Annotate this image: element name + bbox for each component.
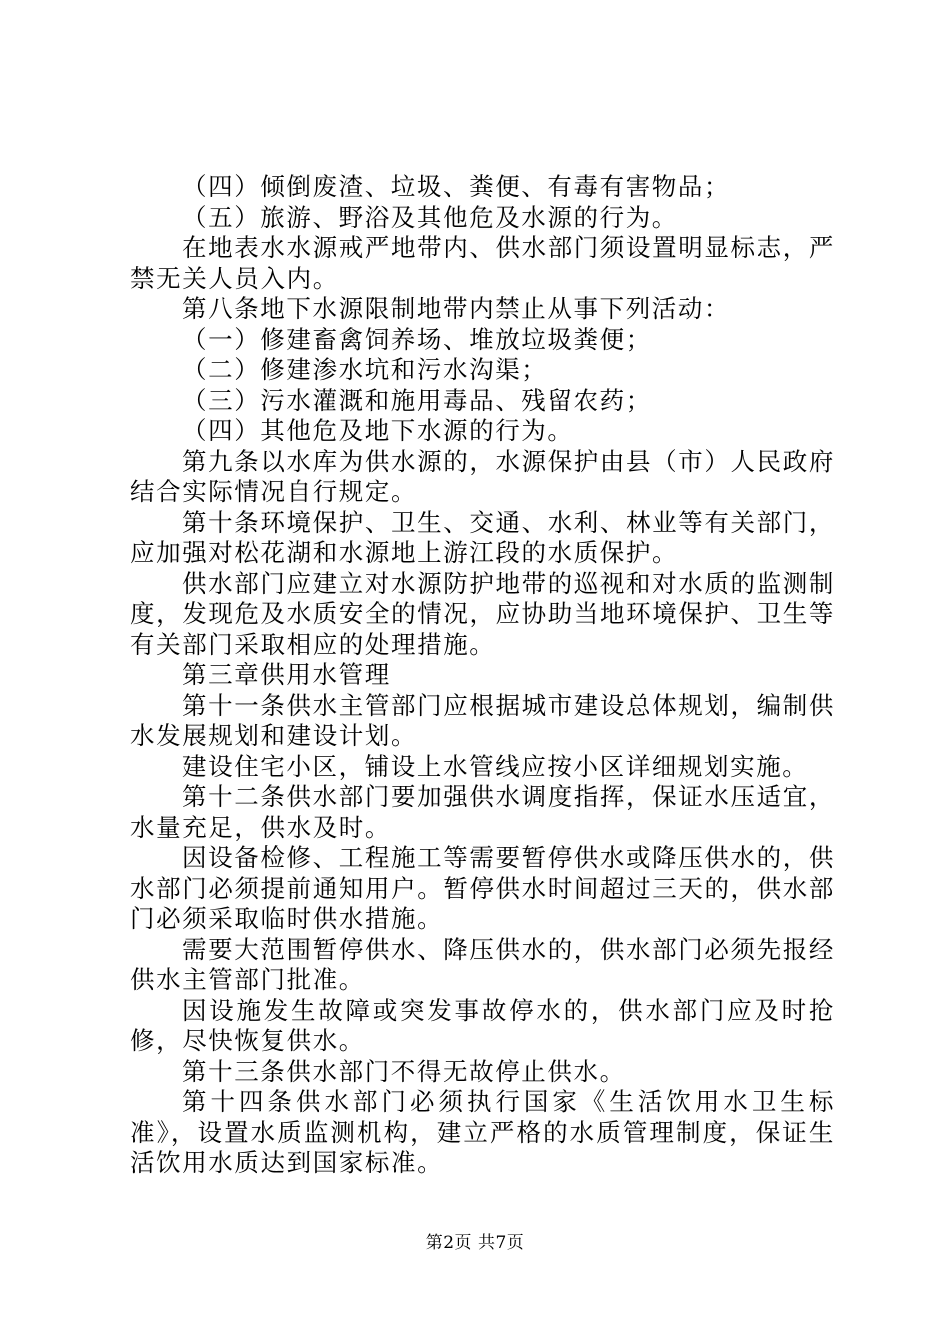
paragraph-article-8-item-1: （一）修建畜禽饲养场、堆放垃圾粪便； [182,324,652,354]
paragraph-emergency-repair: 因设施发生故障或突发事故停水的，供水部门应及时抢修，尽快恢复供水。 [130,995,835,1055]
document-body [130,172,835,1179]
paragraph-clause-4-dumping: （四）倾倒废渣、垃圾、粪便、有毒有害物品； [182,172,731,201]
paragraph-article-8-item-3: （三）污水灌溉和施用毒品、残留农药； [182,385,652,415]
page-number-footer: 第2页 共7页 [425,1233,525,1253]
paragraph-supply-suspension: 因设备检修、工程施工等需要暂停供水或降压供水的，供水部门必须提前通知用户。暂停供水时间超过三天的，供水部门必须采取临时供水措施。 [130,843,835,933]
paragraph-clause-5-tourism: （五）旅游、野浴及其他危及水源的行为。 [182,202,678,232]
paragraph-surface-water-zone: 在地表水水源戒严地带内、供水部门须设置明显标志，严禁无关人员入内。 [130,233,835,293]
paragraph-article-13: 第十三条供水部门不得无故停止供水。 [182,1056,626,1086]
paragraph-monitoring-system: 供水部门应建立对水源防护地带的巡视和对水质的监测制度，发现危及水质安全的情况，应协助当地环境保护、卫生等有关部门采取相应的处理措施。 [130,568,835,659]
paragraph-article-8-item-4: （四）其他危及地下水源的行为。 [182,416,574,445]
paragraph-residential-pipes: 建设住宅小区，铺设上水管线应按小区详细规划实施。 [182,751,809,781]
paragraph-article-11: 第十一条供水主管部门应根据城市建设总体规划，编制供水发展规划和建设计划。 [130,690,835,750]
paragraph-article-14: 第十四条供水部门必须执行国家《生活饮用水卫生标准》，设置水质监测机构，建立严格的水质管理制度，保证生活饮用水质达到国家标准。 [130,1087,835,1177]
paragraph-article-9: 第九条以水库为供水源的，水源保护由县（市）人民政府结合实际情况自行规定。 [130,446,835,506]
paragraph-article-10: 第十条环境保护、卫生、交通、水利、林业等有关部门，应加强对松花湖和水源地上游江段的水质保护。 [130,507,835,567]
paragraph-article-8-item-2: （二）修建渗水坑和污水沟渠； [182,355,548,384]
chapter-heading: 第三章供用水管理 [182,660,391,689]
paragraph-article-8: 第八条地下水源限制地带内禁止从事下列活动： [182,294,731,323]
paragraph-large-scale-suspension: 需要大范围暂停供水、降压供水的，供水部门必须先报经供水主管部门批准。 [130,934,835,994]
paragraph-article-12: 第十二条供水部门要加强供水调度指挥，保证水压适宜，水量充足，供水及时。 [130,782,835,842]
